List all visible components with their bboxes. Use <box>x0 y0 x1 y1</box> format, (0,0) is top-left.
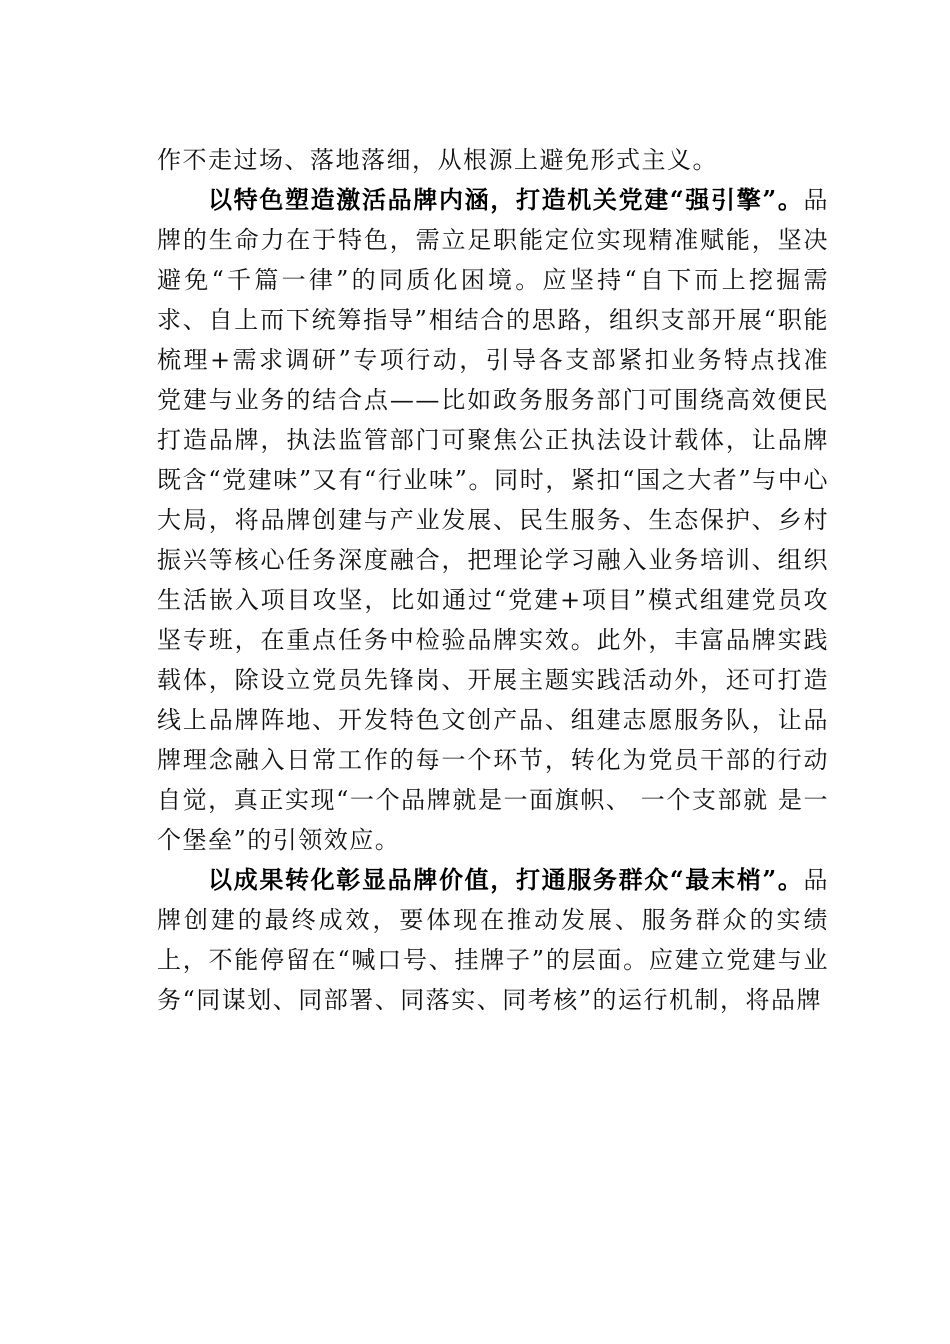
paragraph-text: 品牌的生命力在于特色，需立足职能定位实现精准赋能，坚决避免“千篇一律”的同质化困境。应坚持“自下而上挖掘需求、自上而下统筹指导”相结合的思路，组织支部开展“职能梳理+需求调研”专项行动，引导各支部紧扣业务特点找准党建与业务的结合点——比如政务服务部门可围绕高效便民打造品牌，执法监管部门可聚焦公正执法设计载体，让品牌既含“党建味”又有“行业味”。同时，紧扣“国之大者”与中心大局，将品牌创建与产业发展、民生服务、生态保护、乡村振兴等核心任务深度融合，把理论学习融入业务培训、组织生活嵌入项目攻坚，比如通过“党建+项目”模式组建党员攻坚专班，在重点任务中检验品牌实效。此外，丰富品牌实践载体，除设立党员先锋岗、开展主题实践活动外，还可打造线上品牌阵地、开发特色文创产品、组建志愿服务队，让品牌理念融入日常工作的每一个环节，转化为党员干部的行动自觉，真正实现“一个品牌就是一面旗帜、 一个支部就 是一个堡垒”的引领效应。 <box>157 186 829 854</box>
paragraph-text: 品牌创建的最终成效，要体现在推动发展、服务群众的实绩上，不能停留在“喊口号、挂牌子”的层面。应建立党建与业务“同谋划、同部署、同落实、同考核”的运行机制，将品牌 <box>157 866 829 1014</box>
paragraph-brand-characteristics <box>157 180 829 860</box>
paragraph-brand-value <box>157 860 829 1020</box>
paragraph-continuation <box>157 140 829 180</box>
document-body <box>157 140 829 1020</box>
paragraph-lead: 以特色塑造激活品牌内涵，打造机关党建“强引擎”。 <box>208 185 804 214</box>
paragraph-lead: 以成果转化彰显品牌价值，打通服务群众“最末梢”。 <box>208 865 804 894</box>
paragraph-text: 作不走过场、落地落细，从根源上避免形式主义。 <box>157 146 718 174</box>
